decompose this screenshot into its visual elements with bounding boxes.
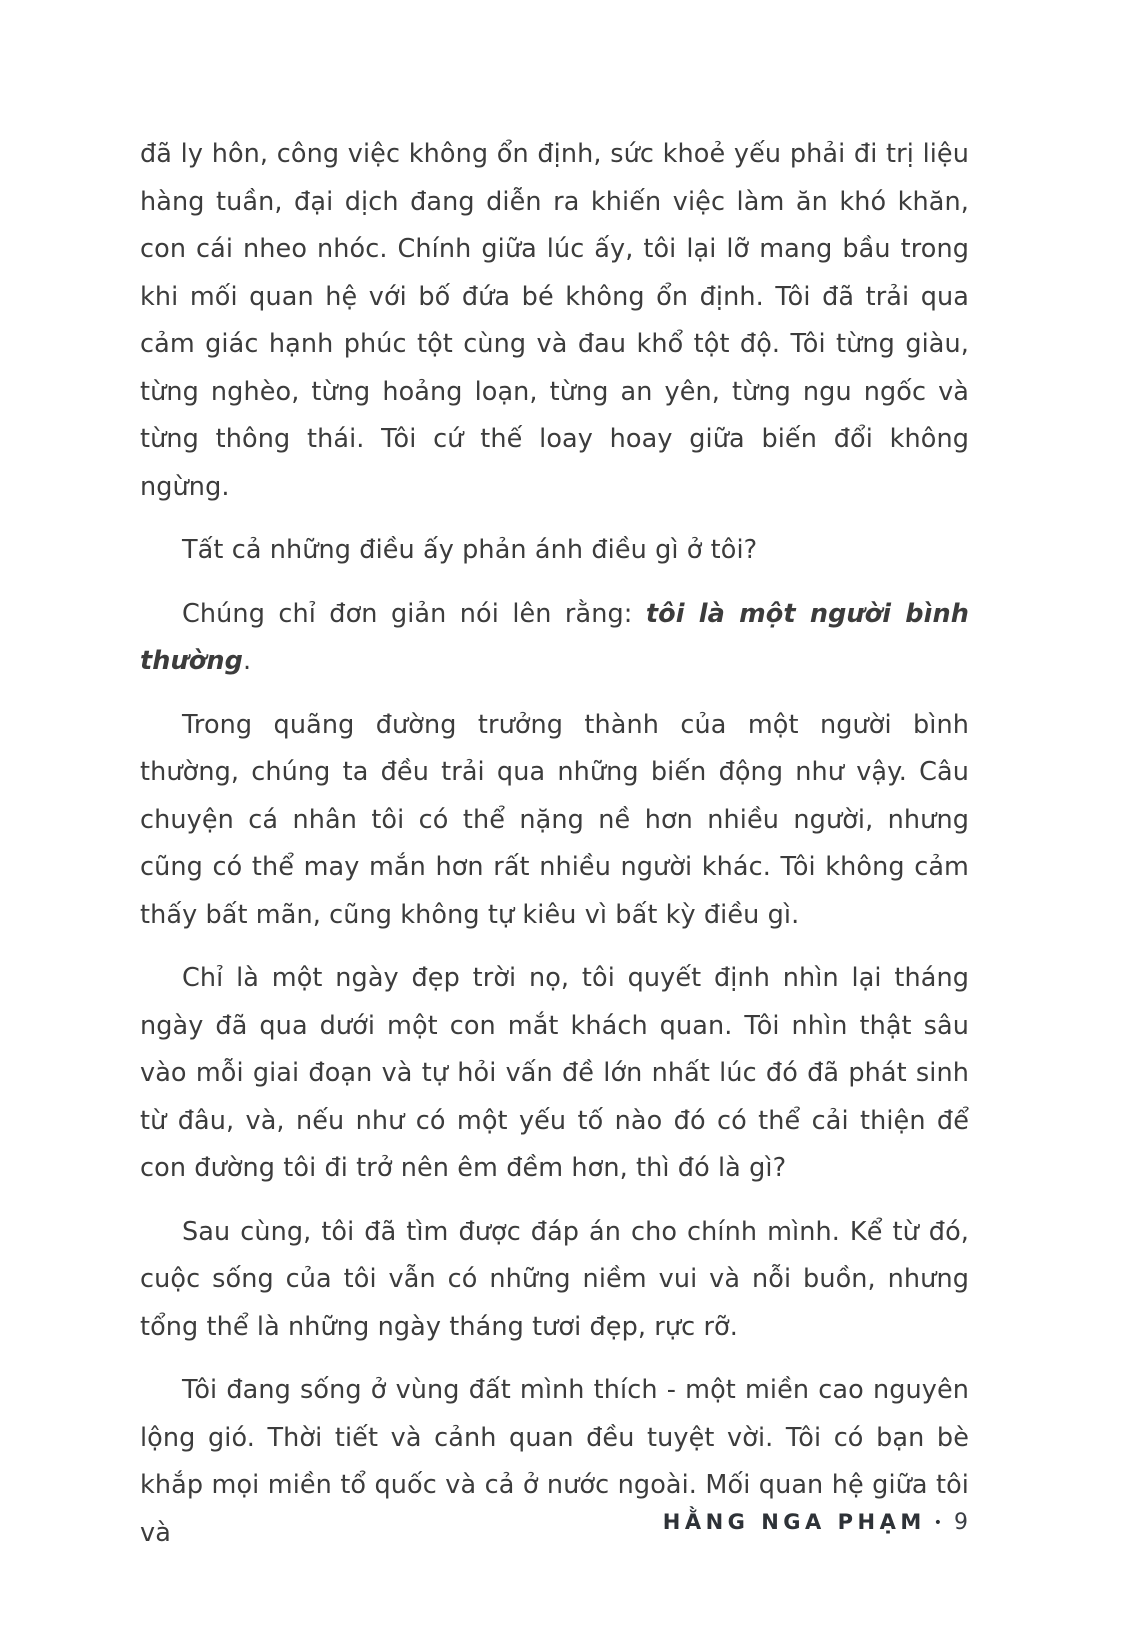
text-block	[140, 131, 969, 1573]
text-segment: Chúng chỉ đơn giản nói lên rằng:	[182, 598, 646, 629]
text-segment: Sau cùng, tôi đã tìm được đáp án cho chính mình. Kể từ đó, cuộc sống của tôi vẫn có những niềm vui và nỗi buồn, nhưng tổng thể là những ngày tháng tươi đẹp, rực rỡ.	[140, 1216, 969, 1342]
emphasis-phrase: tôi là một người bình thường	[140, 598, 969, 676]
text-segment: Chỉ là một ngày đẹp trời nọ, tôi quyết định nhìn lại tháng ngày đã qua dưới một con mắt khách quan. Tôi nhìn thật sâu vào mỗi giai đoạn và tự hỏi vấn đề lớn nhất lúc đó đã phát sinh từ đâu, và, nếu như có một yếu tố nào đó có thể cải thiện để con đường tôi đi trở nên êm đềm hơn, thì đó là gì?	[140, 963, 969, 1183]
text-segment: Tất cả những điều ấy phản ánh điều gì ở tôi?	[182, 535, 758, 565]
paragraph	[140, 591, 969, 686]
footer-author-name: HẰNG NGA PHẠM	[662, 1510, 926, 1534]
page-footer	[663, 1510, 968, 1535]
paragraph	[140, 131, 969, 511]
paragraph	[140, 527, 969, 575]
text-segment: .	[243, 646, 252, 676]
paragraph	[140, 1209, 969, 1352]
page-number: 9	[954, 1510, 968, 1535]
text-segment: Trong quãng đường trưởng thành của một người bình thường, chúng ta đều trải qua những biến động như vậy. Câu chuyện cá nhân tôi có thể nặng nề hơn nhiều người, nhưng cũng có thể may mắn hơn rất nhiều người khác. Tôi không cảm thấy bất mãn, cũng không tự kiêu vì bất kỳ điều gì.	[140, 709, 969, 930]
bullet-separator-icon: •	[933, 1515, 942, 1531]
paragraph	[140, 702, 969, 940]
text-segment: đã ly hôn, công việc không ổn định, sức khoẻ yếu phải đi trị liệu hàng tuần, đại dịch đang diễn ra khiến việc làm ăn khó khăn, con cái nheo nhóc. Chính giữa lúc ấy, tôi lại lỡ mang bầu trong khi mối quan hệ với bố đứa bé không ổn định. Tôi đã trải qua cảm giác hạnh phúc tột cùng và đau khổ tột độ. Tôi từng giàu, từng nghèo, từng hoảng loạn, từng an yên, từng ngu ngốc và từng thông thái. Tôi cứ thế loay hoay giữa biến đổi không ngừng.	[140, 139, 969, 502]
paragraph	[140, 955, 969, 1193]
text-segment: Tôi đang sống ở vùng đất mình thích - một miền cao nguyên lộng gió. Thời tiết và cảnh quan đều tuyệt vời. Tôi có bạn bè khắp mọi miền tổ quốc và cả ở nước ngoài. Mối quan hệ giữa tôi và	[140, 1375, 969, 1548]
